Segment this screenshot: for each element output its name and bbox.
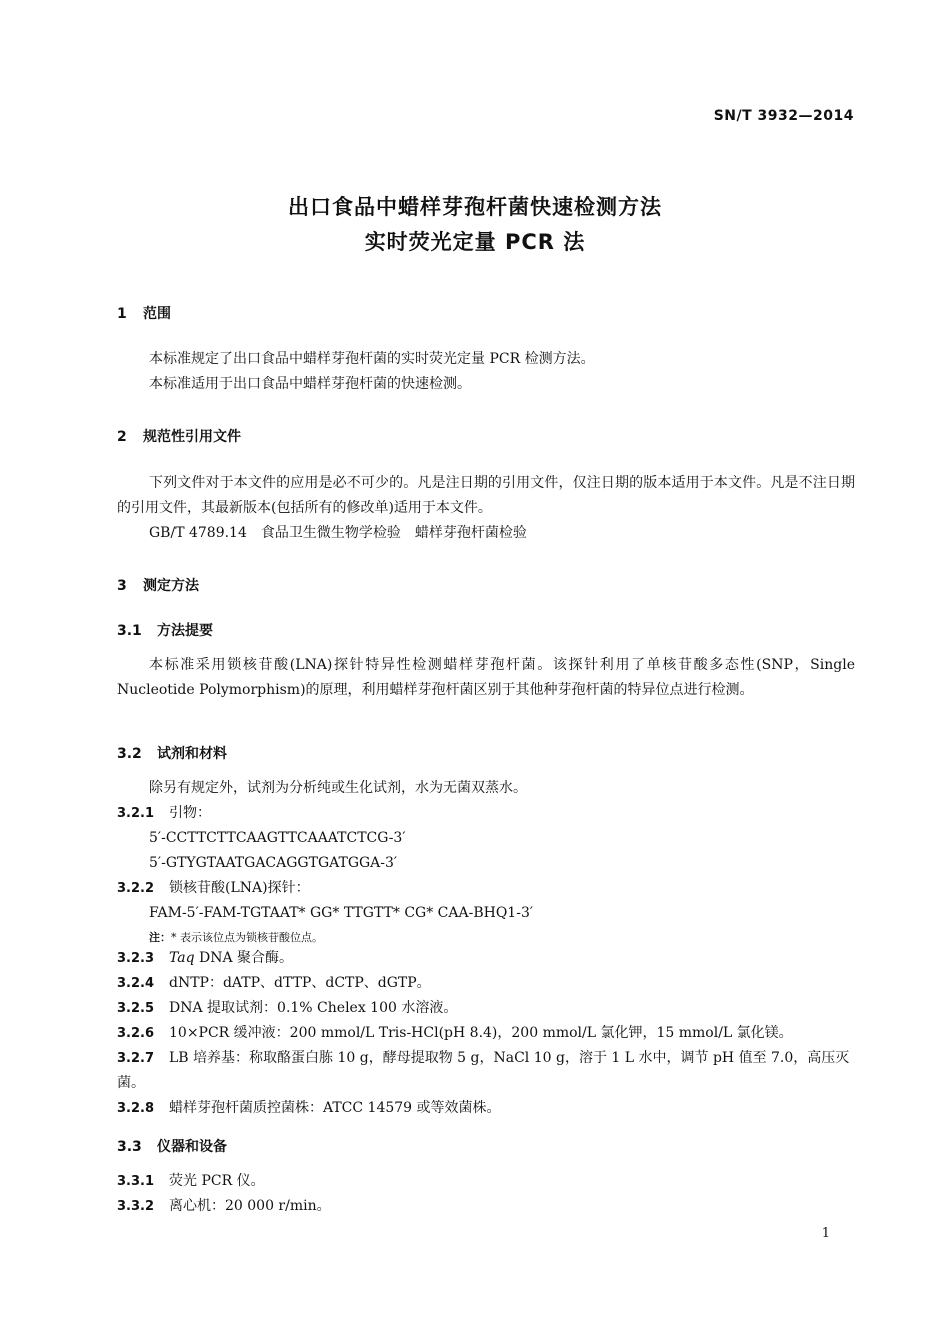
item-number: 3.2.1: [117, 806, 155, 821]
primer-sequence: 5′-CCTTCTTCAAGTTCAAATCTCG-3′: [149, 830, 406, 846]
note-label: 注：: [149, 931, 171, 944]
page-number: 1: [821, 1226, 830, 1241]
section-title: 测定方法: [143, 578, 199, 594]
section-3-heading: [117, 575, 199, 595]
section-3-2-heading: [117, 743, 227, 763]
list-item: [117, 971, 857, 996]
list-item: [117, 1169, 857, 1194]
section-title: 范围: [143, 306, 171, 322]
item-number: 3.2.7: [117, 1051, 155, 1066]
section-number: 1: [117, 306, 127, 322]
section-3-3-heading: [117, 1136, 227, 1156]
section-3-1-heading: [117, 620, 213, 640]
section-1-heading: [117, 303, 171, 323]
list-item: [117, 1194, 857, 1219]
item-text: 荧光 PCR 仪。: [169, 1173, 265, 1189]
item-number: 3.2.5: [117, 1001, 155, 1016]
item-number: 3.2.8: [117, 1101, 155, 1116]
list-item: [117, 1096, 857, 1121]
item-text: 锁核苷酸(LNA)探针：: [169, 880, 310, 896]
item-text: DNA 聚合酶。: [194, 950, 294, 966]
list-item: [117, 1046, 857, 1096]
paragraph: 本标准规定了出口食品中蜡样芽孢杆菌的实时荧光定量 PCR 检测方法。: [149, 351, 595, 367]
list-item: [117, 1021, 857, 1046]
item-text: LB 培养基：称取酪蛋白胨 10 g，酵母提取物 5 g，NaCl 10 g，溶于 1 L 水中，调节 pH 值至 7.0，高压灭菌。: [117, 1050, 850, 1091]
list-item: [117, 876, 857, 901]
section-2-heading: [117, 426, 241, 446]
section-title: 方法提要: [157, 623, 213, 639]
note: [149, 929, 323, 945]
section-number: 3.1: [117, 623, 142, 639]
normative-reference: GB/T 4789.14 食品卫生微生物学检验 蜡样芽孢杆菌检验: [149, 525, 527, 541]
list-item: [117, 801, 857, 826]
section-title: 规范性引用文件: [143, 429, 241, 445]
paragraph: 除另有规定外，试剂为分析纯或生化试剂，水为无菌双蒸水。: [149, 780, 527, 796]
section-number: 3: [117, 578, 127, 594]
item-italic-text: Taq: [169, 950, 195, 966]
item-number: 3.2.4: [117, 976, 155, 991]
item-number: 3.2.6: [117, 1026, 155, 1041]
section-number: 3.3: [117, 1139, 142, 1155]
standard-code: SN/T 3932—2014: [713, 108, 854, 124]
section-title: 仪器和设备: [157, 1139, 227, 1155]
item-text: 蜡样芽孢杆菌质控菌株：ATCC 14579 或等效菌株。: [169, 1100, 501, 1116]
section-number: 2: [117, 429, 127, 445]
list-item: [117, 946, 857, 971]
probe-sequence: FAM-5′-FAM-TGTAAT* GG* TTGTT* CG* CAA-BHQ1-3′: [149, 905, 534, 921]
item-text: 引物：: [169, 805, 211, 821]
item-text: 离心机：20 000 r/min。: [169, 1198, 331, 1214]
paragraph: 本标准采用锁核苷酸(LNA)探针特异性检测蜡样芽孢杆菌。该探针利用了单核苷酸多态性(SNP，Single Nucleotide Polymorphism)的原理，利用蜡样芽孢杆菌区别于其他种芽孢杆菌的特异位点进行检测。: [117, 657, 855, 698]
doc-title-line2: 实时荧光定量 PCR 法: [364, 230, 586, 254]
paragraph: 本标准适用于出口食品中蜡样芽孢杆菌的快速检测。: [149, 376, 471, 392]
section-number: 3.2: [117, 746, 142, 762]
primer-sequence: 5′-GTYGTAATGACAGGTGATGGA-3′: [149, 855, 398, 871]
section-title: 试剂和材料: [157, 746, 227, 762]
item-number: 3.3.1: [117, 1174, 155, 1189]
item-text: dNTP：dATP、dTTP、dCTP、dGTP。: [169, 975, 431, 991]
item-number: 3.2.3: [117, 951, 155, 966]
note-text: * 表示该位点为锁核苷酸位点。: [171, 931, 323, 944]
item-text: 10×PCR 缓冲液：200 mmol/L Tris-HCl(pH 8.4)，200 mmol/L 氯化钾，15 mmol/L 氯化镁。: [169, 1025, 793, 1041]
item-number: 3.3.2: [117, 1199, 155, 1214]
doc-title-line1: 出口食品中蜡样芽孢杆菌快速检测方法: [288, 195, 662, 219]
paragraph: 下列文件对于本文件的应用是必不可少的。凡是注日期的引用文件，仅注日期的版本适用于本文件。凡是不注日期的引用文件，其最新版本(包括所有的修改单)适用于本文件。: [117, 475, 855, 516]
list-item: [117, 996, 857, 1021]
item-number: 3.2.2: [117, 881, 155, 896]
item-text: DNA 提取试剂：0.1% Chelex 100 水溶液。: [169, 1000, 458, 1016]
